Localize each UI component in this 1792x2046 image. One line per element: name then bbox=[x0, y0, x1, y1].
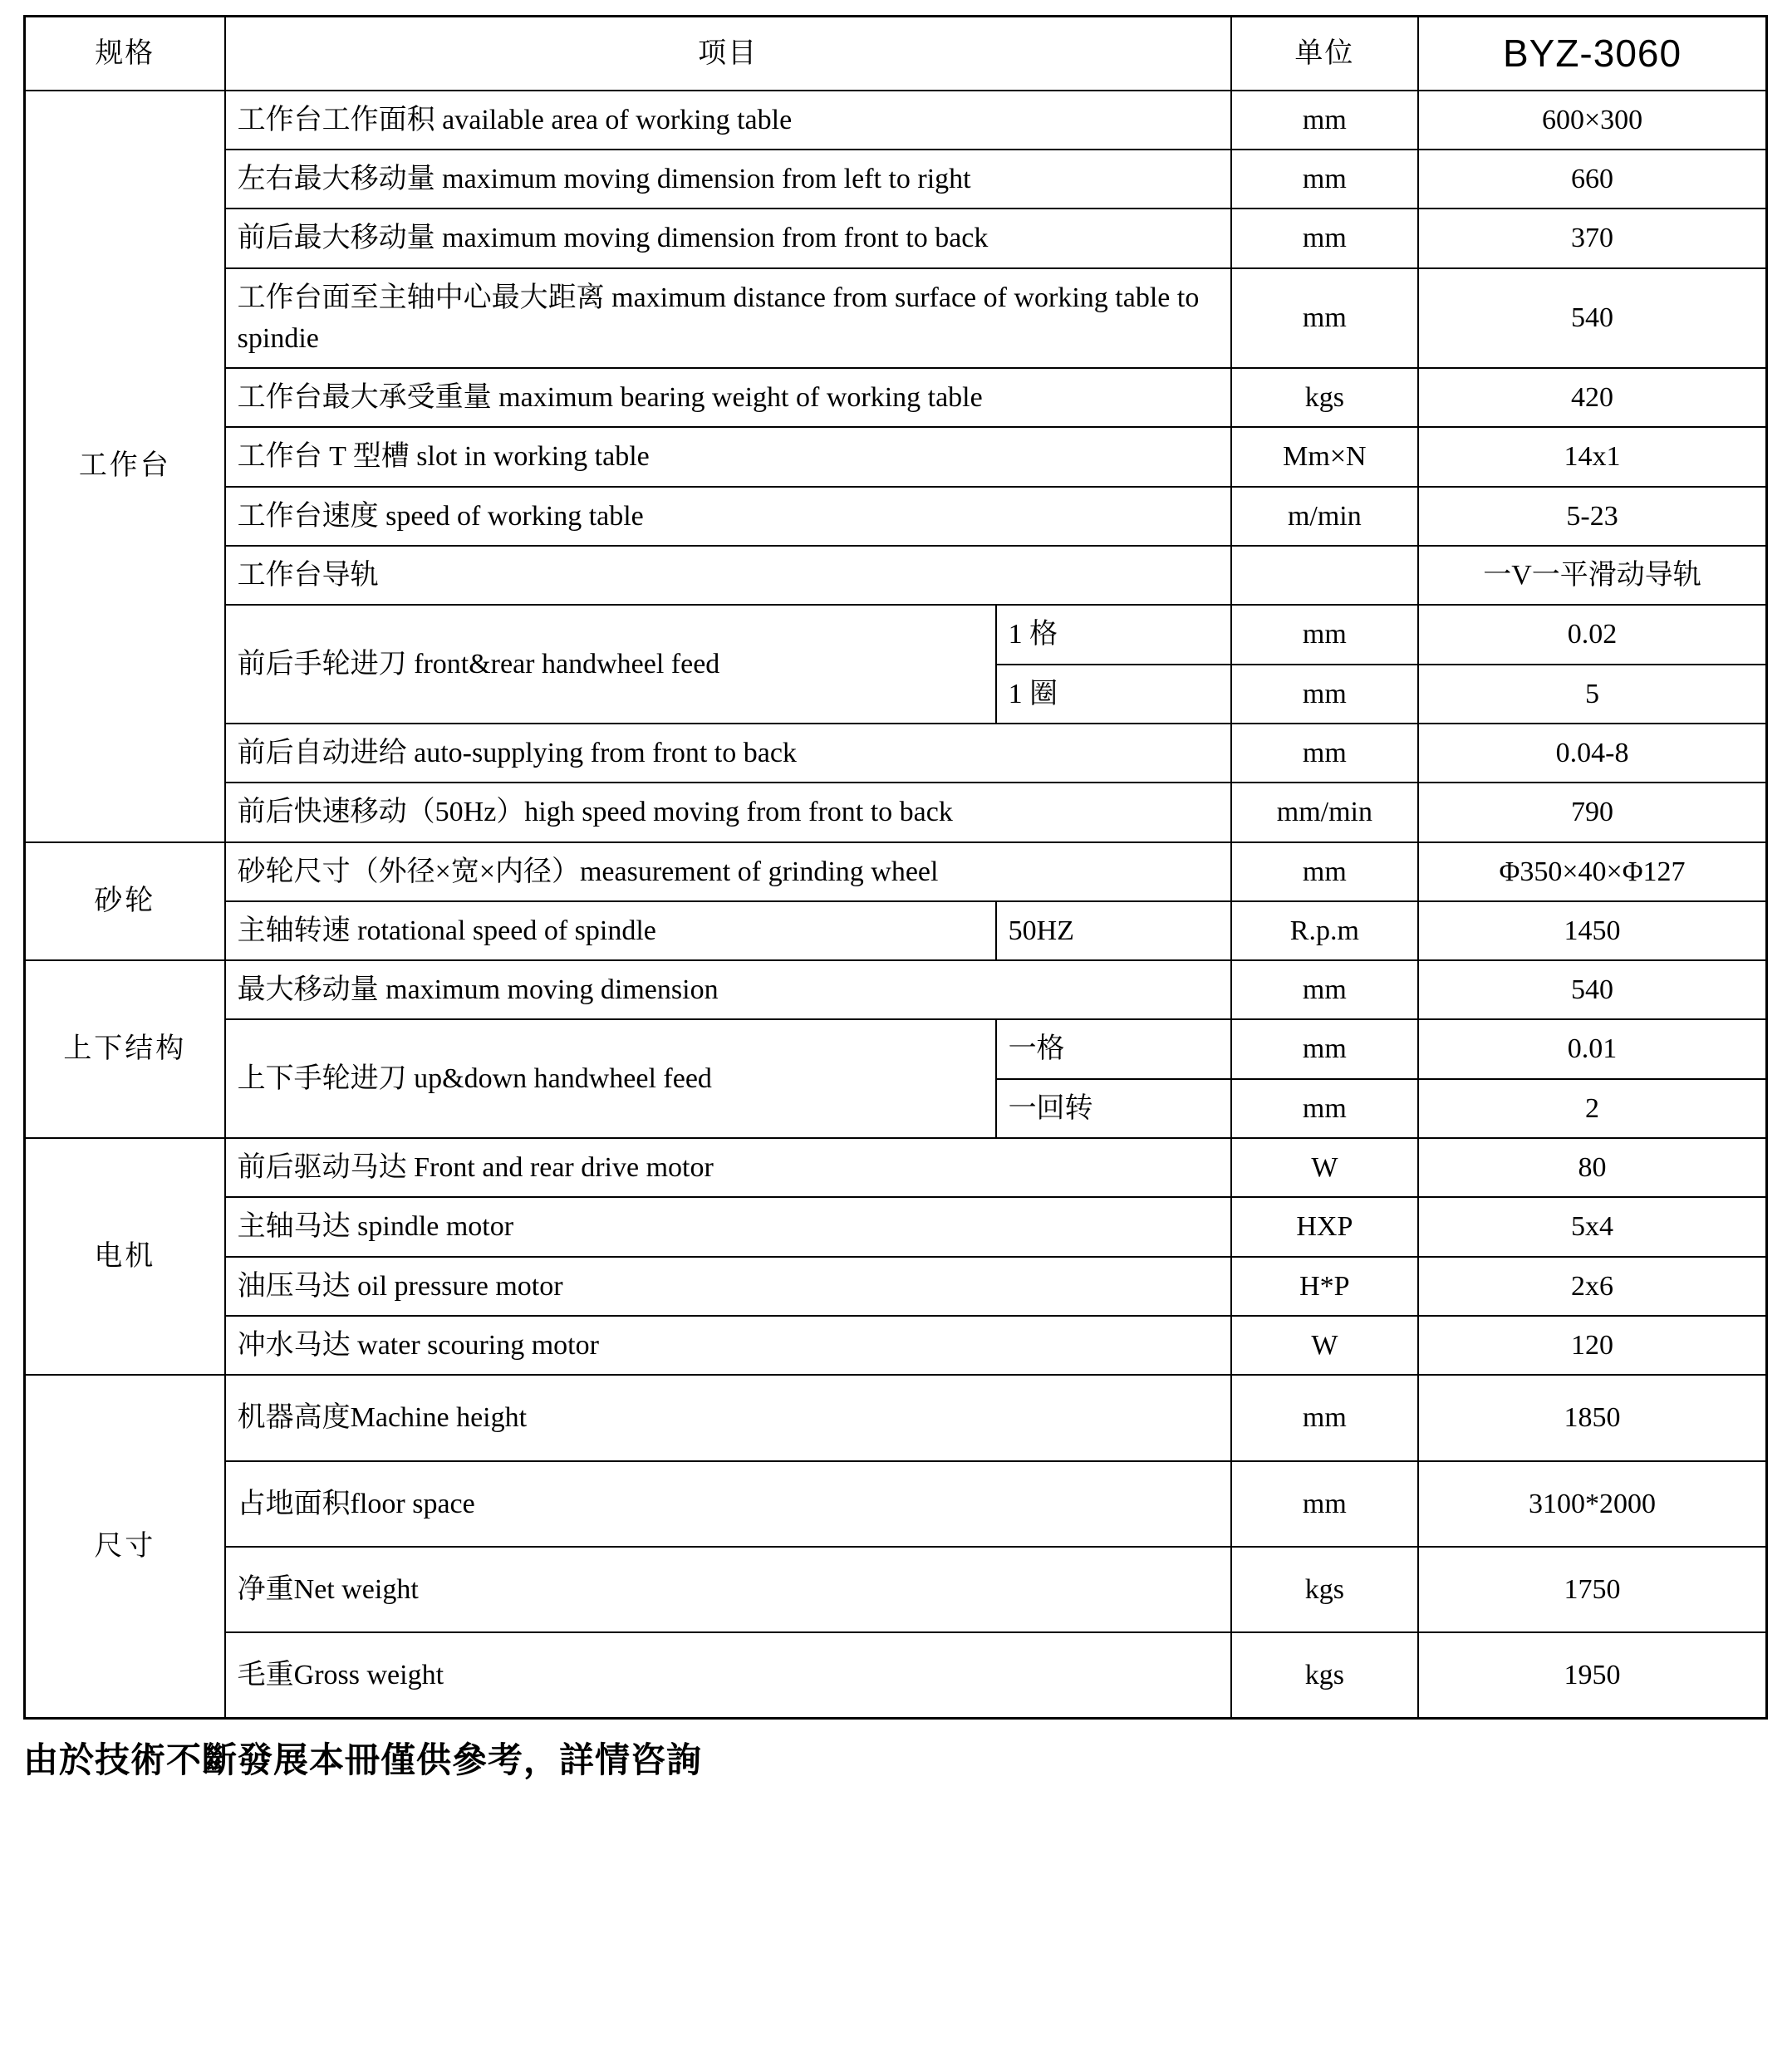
row-item: 毛重Gross weight bbox=[225, 1632, 1231, 1719]
table-row bbox=[25, 605, 1767, 664]
row-item: 前后手轮进刀 front&rear handwheel feed bbox=[225, 605, 996, 724]
row-item: 净重Net weight bbox=[225, 1547, 1231, 1632]
row-unit: kgs bbox=[1231, 1547, 1418, 1632]
row-value: 660 bbox=[1418, 150, 1766, 209]
row-value: 80 bbox=[1418, 1138, 1766, 1197]
row-value: 540 bbox=[1418, 268, 1766, 369]
row-item: 前后自动进给 auto-supplying from front to back bbox=[225, 724, 1231, 783]
table-row bbox=[25, 268, 1767, 369]
row-value: 0.02 bbox=[1418, 605, 1766, 664]
row-value: 2 bbox=[1418, 1079, 1766, 1138]
table-row bbox=[25, 960, 1767, 1019]
row-item: 主轴转速 rotational speed of spindle bbox=[225, 901, 996, 960]
table-header-row bbox=[25, 17, 1767, 91]
row-subitem: 一回转 bbox=[996, 1079, 1231, 1138]
row-item: 前后驱动马达 Front and rear drive motor bbox=[225, 1138, 1231, 1197]
row-item: 最大移动量 maximum moving dimension bbox=[225, 960, 1231, 1019]
row-unit: kgs bbox=[1231, 368, 1418, 427]
table-row bbox=[25, 724, 1767, 783]
row-unit: mm bbox=[1231, 1461, 1418, 1547]
group-label-worktable: 工作台 bbox=[25, 91, 225, 842]
row-value: 0.04-8 bbox=[1418, 724, 1766, 783]
table-row bbox=[25, 1197, 1767, 1256]
table-row bbox=[25, 1461, 1767, 1547]
table-row bbox=[25, 91, 1767, 150]
row-value: 1750 bbox=[1418, 1547, 1766, 1632]
row-value: 540 bbox=[1418, 960, 1766, 1019]
row-item: 工作台 T 型槽 slot in working table bbox=[225, 427, 1231, 486]
table-row bbox=[25, 1375, 1767, 1460]
footnote: 由於技術不斷發展本冊僅供參考，詳情咨詢 bbox=[23, 1742, 703, 1781]
table-row bbox=[25, 1019, 1767, 1078]
row-value: 5-23 bbox=[1418, 487, 1766, 546]
row-subitem: 1 格 bbox=[996, 605, 1231, 664]
row-unit: mm bbox=[1231, 1375, 1418, 1460]
table-row bbox=[25, 842, 1767, 901]
row-unit: mm bbox=[1231, 209, 1418, 267]
row-value: 0.01 bbox=[1418, 1019, 1766, 1078]
row-subitem: 50HZ bbox=[996, 901, 1231, 960]
table-row bbox=[25, 1316, 1767, 1375]
row-unit: mm bbox=[1231, 960, 1418, 1019]
row-value: 3100*2000 bbox=[1418, 1461, 1766, 1547]
row-value: 14x1 bbox=[1418, 427, 1766, 486]
row-unit: mm/min bbox=[1231, 783, 1418, 841]
row-unit: R.p.m bbox=[1231, 901, 1418, 960]
row-value: 5x4 bbox=[1418, 1197, 1766, 1256]
header-item: 项目 bbox=[225, 17, 1231, 91]
row-item: 工作台最大承受重量 maximum bearing weight of working table bbox=[225, 368, 1231, 427]
row-item: 左右最大移动量 maximum moving dimension from left to right bbox=[225, 150, 1231, 209]
row-value: 120 bbox=[1418, 1316, 1766, 1375]
table-row bbox=[25, 209, 1767, 267]
table-row bbox=[25, 1138, 1767, 1197]
header-model: BYZ-3060 bbox=[1418, 17, 1766, 91]
row-unit: mm bbox=[1231, 842, 1418, 901]
table-row bbox=[25, 1547, 1767, 1632]
group-label-motor: 电机 bbox=[25, 1138, 225, 1375]
row-unit: mm bbox=[1231, 665, 1418, 724]
row-unit: m/min bbox=[1231, 487, 1418, 546]
specification-table bbox=[23, 15, 1768, 1720]
table-row bbox=[25, 427, 1767, 486]
row-item: 工作台工作面积 available area of working table bbox=[225, 91, 1231, 150]
row-item: 油压马达 oil pressure motor bbox=[225, 1257, 1231, 1316]
row-unit: mm bbox=[1231, 268, 1418, 369]
row-value: 1950 bbox=[1418, 1632, 1766, 1719]
row-unit: mm bbox=[1231, 150, 1418, 209]
row-item: 砂轮尺寸（外径×宽×内径）measurement of grinding wheel bbox=[225, 842, 1231, 901]
row-unit: mm bbox=[1231, 724, 1418, 783]
table-row bbox=[25, 783, 1767, 841]
row-value: 600×300 bbox=[1418, 91, 1766, 150]
row-item: 工作台导轨 bbox=[225, 546, 1231, 605]
row-item: 冲水马达 water scouring motor bbox=[225, 1316, 1231, 1375]
group-label-updown-structure: 上下结构 bbox=[25, 960, 225, 1138]
row-value: 1450 bbox=[1418, 901, 1766, 960]
group-label-dimensions: 尺寸 bbox=[25, 1375, 225, 1719]
row-item: 主轴马达 spindle motor bbox=[225, 1197, 1231, 1256]
row-subitem: 一格 bbox=[996, 1019, 1231, 1078]
row-value: Φ350×40×Φ127 bbox=[1418, 842, 1766, 901]
table-row bbox=[25, 150, 1767, 209]
row-unit: W bbox=[1231, 1316, 1418, 1375]
row-value: 790 bbox=[1418, 783, 1766, 841]
row-item: 占地面积floor space bbox=[225, 1461, 1231, 1547]
row-item: 机器高度Machine height bbox=[225, 1375, 1231, 1460]
row-unit: mm bbox=[1231, 605, 1418, 664]
row-unit: Mm×N bbox=[1231, 427, 1418, 486]
table-row bbox=[25, 901, 1767, 960]
row-item: 上下手轮进刀 up&down handwheel feed bbox=[225, 1019, 996, 1138]
row-value: 5 bbox=[1418, 665, 1766, 724]
row-unit: kgs bbox=[1231, 1632, 1418, 1719]
row-unit: HXP bbox=[1231, 1197, 1418, 1256]
row-subitem: 1 圈 bbox=[996, 665, 1231, 724]
row-unit bbox=[1231, 546, 1418, 605]
table-row bbox=[25, 1257, 1767, 1316]
row-value: 一V一平滑动导轨 bbox=[1418, 546, 1766, 605]
row-item: 前后快速移动（50Hz）high speed moving from front to back bbox=[225, 783, 1231, 841]
row-unit: mm bbox=[1231, 91, 1418, 150]
header-unit: 单位 bbox=[1231, 17, 1418, 91]
row-item: 工作台面至主轴中心最大距离 maximum distance from surface of working table to spindie bbox=[225, 268, 1231, 369]
row-value: 370 bbox=[1418, 209, 1766, 267]
row-value: 1850 bbox=[1418, 1375, 1766, 1460]
row-item: 工作台速度 speed of working table bbox=[225, 487, 1231, 546]
row-unit: W bbox=[1231, 1138, 1418, 1197]
row-unit: H*P bbox=[1231, 1257, 1418, 1316]
row-unit: mm bbox=[1231, 1079, 1418, 1138]
group-label-grinding-wheel: 砂轮 bbox=[25, 842, 225, 961]
table-row bbox=[25, 368, 1767, 427]
table-row bbox=[25, 1632, 1767, 1719]
header-spec: 规格 bbox=[25, 17, 225, 91]
table-row bbox=[25, 546, 1767, 605]
row-value: 2x6 bbox=[1418, 1257, 1766, 1316]
row-item: 前后最大移动量 maximum moving dimension from front to back bbox=[225, 209, 1231, 267]
row-value: 420 bbox=[1418, 368, 1766, 427]
row-unit: mm bbox=[1231, 1019, 1418, 1078]
table-row bbox=[25, 487, 1767, 546]
